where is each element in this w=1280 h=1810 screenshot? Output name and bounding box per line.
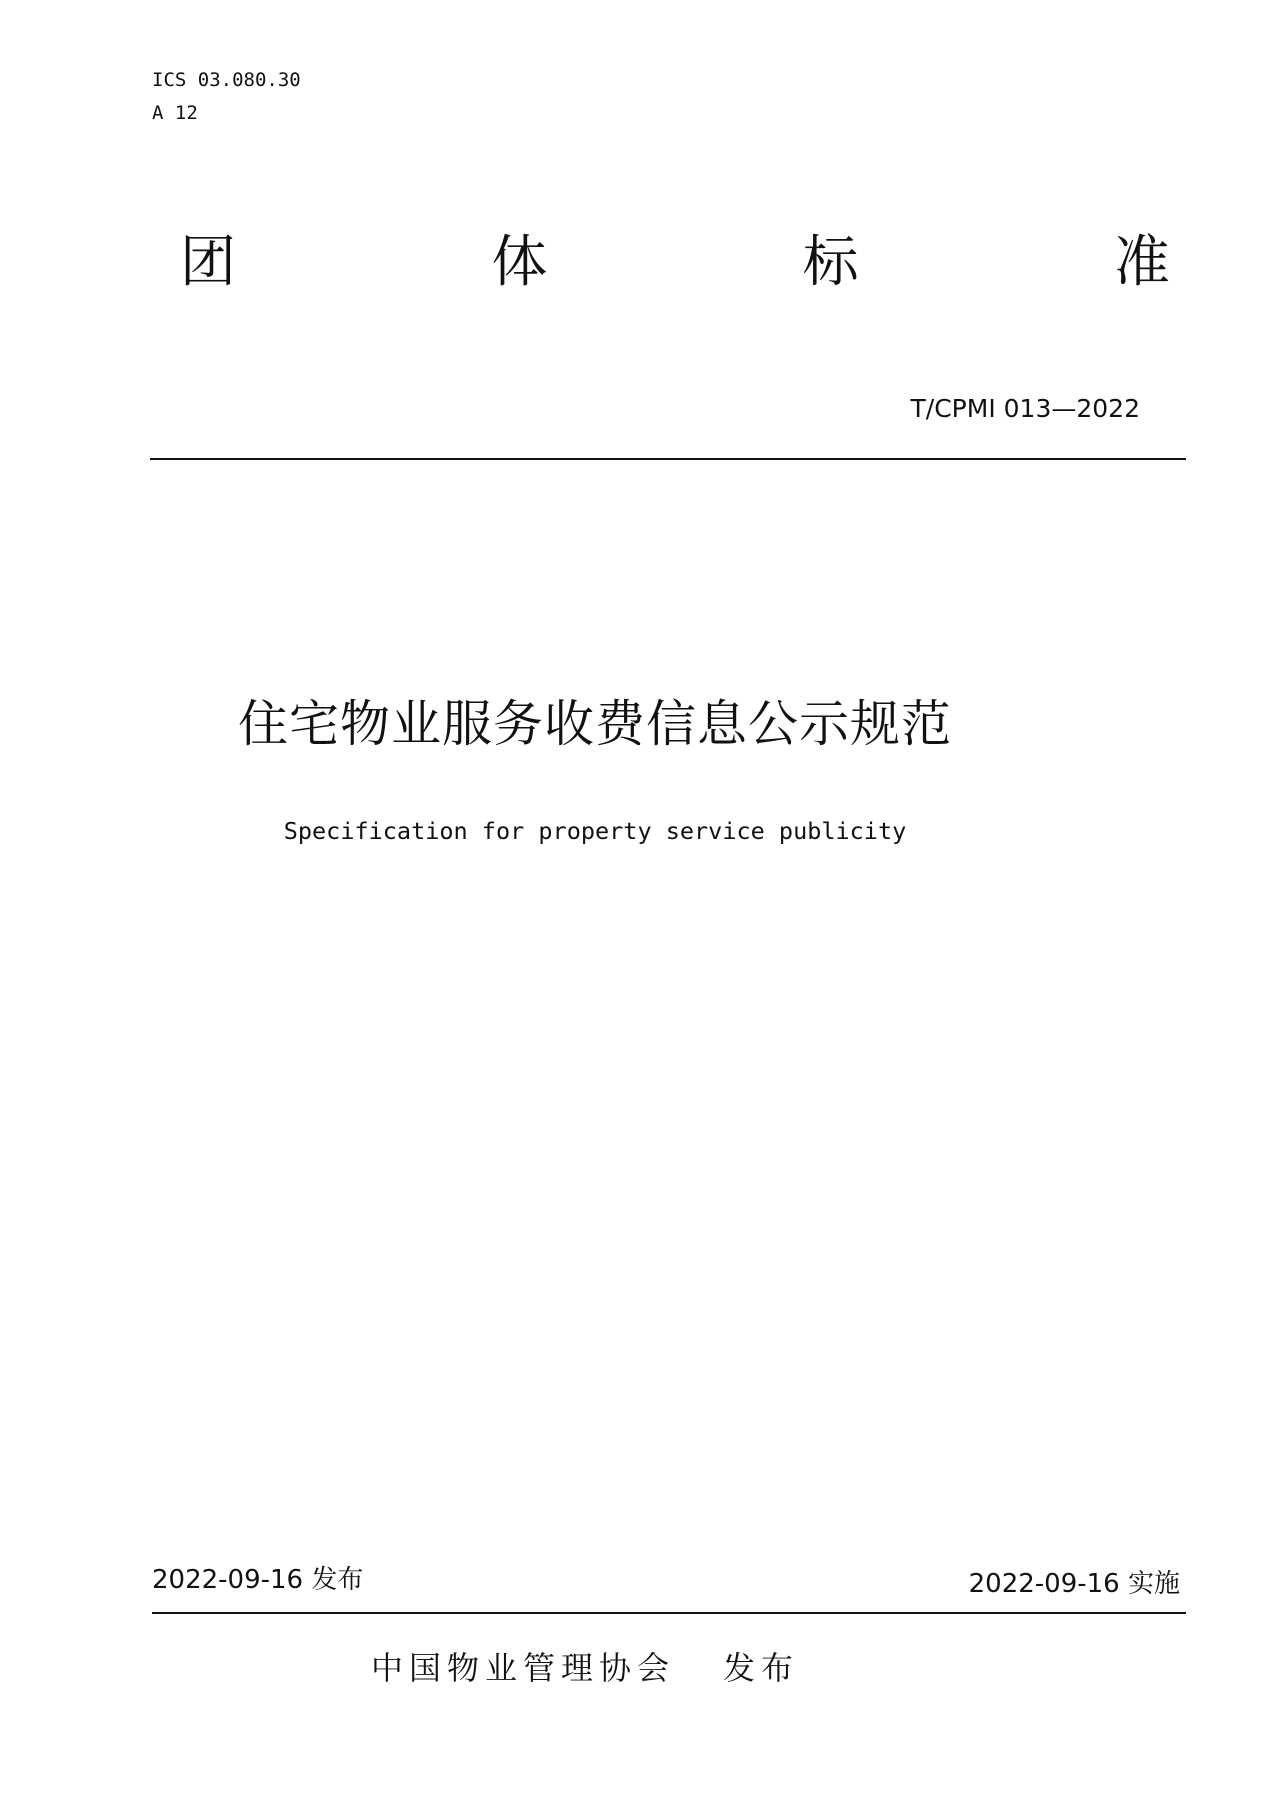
bottom-divider [152, 1612, 1186, 1614]
standard-type-heading [180, 228, 1170, 298]
document-title-english: Specification for property service publicity [283, 817, 907, 845]
publisher-organization: 中国物业管理协会 [370, 1649, 675, 1687]
implement-date: 2022-09-16 实施 [968, 1569, 1180, 1599]
ccs-code: A 12 [152, 102, 198, 124]
classification-codes [152, 64, 301, 130]
standard-type-char: 体 [491, 230, 548, 295]
publish-date: 2022-09-16 发布 [152, 1565, 364, 1595]
standard-type-char: 标 [802, 230, 859, 295]
standard-number: T/CPMI 013—2022 [910, 394, 1140, 423]
standard-type-char: 准 [1113, 230, 1170, 295]
top-divider [150, 458, 1186, 460]
standard-type-char: 团 [180, 230, 236, 295]
publisher-line [0, 1646, 1280, 1690]
ics-code: ICS 03.080.30 [152, 69, 301, 91]
publisher-action: 发布 [723, 1649, 800, 1687]
document-title-chinese: 住宅物业服务收费信息公示规范 [238, 695, 952, 753]
